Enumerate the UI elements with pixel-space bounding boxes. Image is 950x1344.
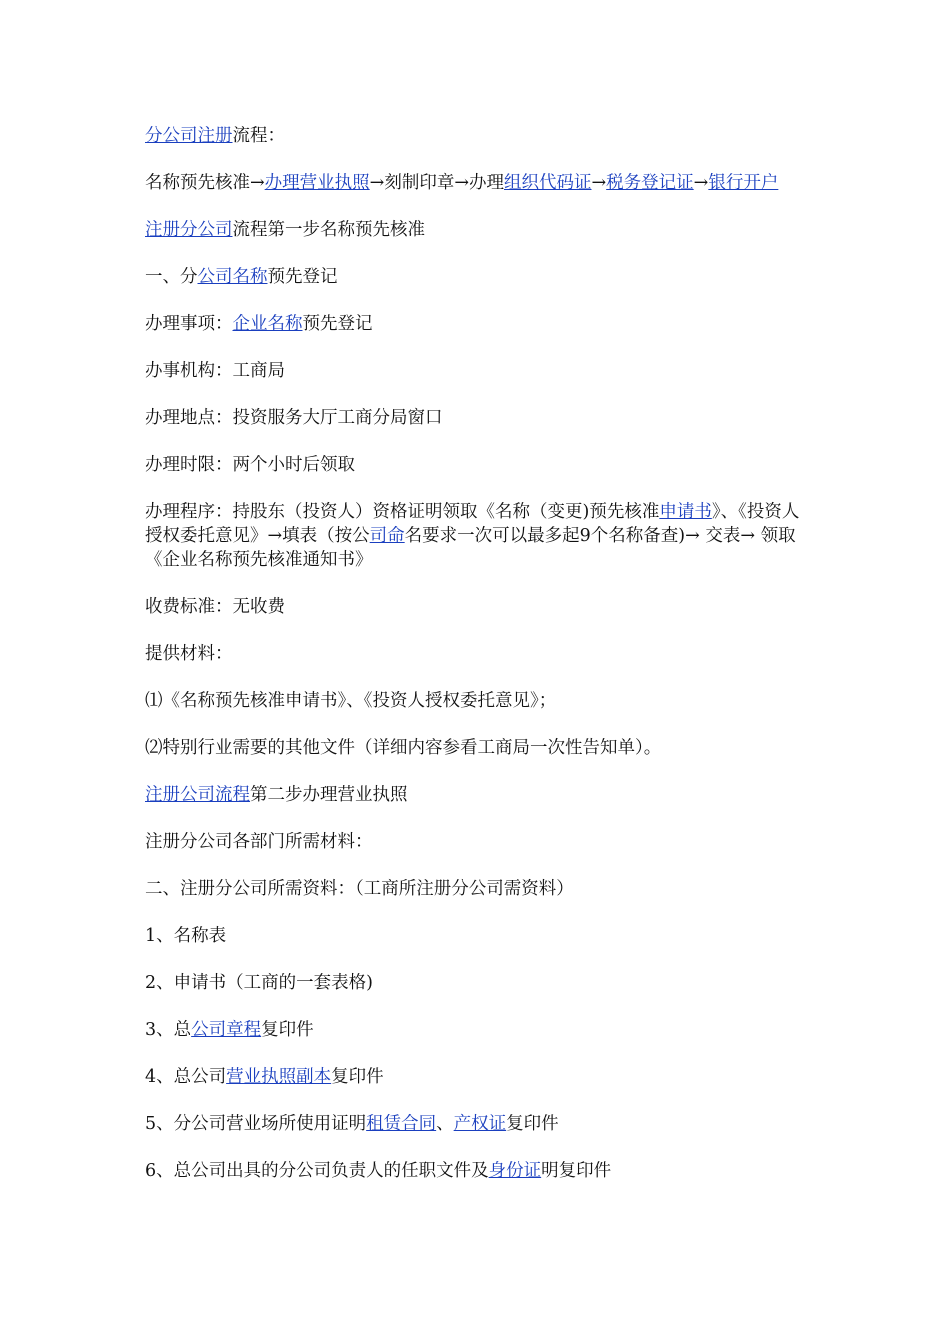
hyperlink[interactable]: 银行开户: [708, 173, 779, 193]
hyperlink[interactable]: 组织代码证: [504, 173, 592, 193]
text-run: 、: [436, 1114, 454, 1134]
paragraph: [145, 500, 805, 572]
hyperlink[interactable]: 企业名称: [232, 314, 303, 334]
text-run: 一、分: [145, 267, 198, 287]
text-run: 名要求一次可以最多起9个名称备查)→ 交表→ 领取《企业名称预先核准通知书》: [145, 526, 796, 570]
hyperlink[interactable]: 身份证: [488, 1161, 542, 1181]
text-run: →: [591, 173, 607, 193]
text-run: 流程第一步名称预先核准: [232, 220, 425, 240]
text-run: ⑵特别行业需要的其他文件（详细内容参看工商局一次性告知单）。: [145, 738, 662, 758]
paragraph: [145, 971, 805, 995]
paragraph: [145, 783, 805, 807]
hyperlink[interactable]: 公司名称: [197, 267, 268, 287]
paragraph: [145, 265, 805, 289]
paragraph: [145, 689, 805, 713]
text-run: 二、注册分公司所需资料：（工商所注册分公司需资料）: [145, 879, 574, 899]
hyperlink[interactable]: 注册分公司: [145, 220, 233, 240]
paragraph: [145, 1112, 805, 1136]
paragraph: [145, 595, 805, 619]
text-run: 复印件: [331, 1067, 384, 1087]
text-run: 4、总公司: [145, 1067, 227, 1087]
text-run: 预先登记: [302, 314, 373, 334]
paragraph: [145, 453, 805, 477]
text-run: 办理时限：两个小时后领取: [145, 455, 355, 475]
document-body: [145, 124, 805, 1206]
text-run: 复印件: [261, 1020, 314, 1040]
paragraph: [145, 1159, 805, 1183]
paragraph: [145, 924, 805, 948]
hyperlink[interactable]: 租赁合同: [366, 1114, 437, 1134]
hyperlink[interactable]: 申请书: [659, 502, 712, 522]
paragraph: [145, 830, 805, 854]
paragraph: [145, 171, 805, 195]
text-run: 2、申请书（工商的一套表格): [145, 973, 373, 993]
text-run: 复印件: [506, 1114, 559, 1134]
paragraph: [145, 124, 805, 148]
text-run: 流程：: [232, 126, 285, 146]
hyperlink[interactable]: 注册公司流程: [145, 785, 250, 805]
text-run: 办理事项：: [145, 314, 233, 334]
hyperlink[interactable]: 公司章程: [191, 1020, 262, 1040]
paragraph: [145, 359, 805, 383]
hyperlink[interactable]: 办理营业执照: [264, 173, 370, 193]
hyperlink[interactable]: 产权证: [453, 1114, 507, 1134]
hyperlink[interactable]: 司命: [369, 526, 405, 546]
paragraph: [145, 406, 805, 430]
text-run: 注册分公司各部门所需材料：: [145, 832, 373, 852]
paragraph: [145, 642, 805, 666]
text-run: 明复印件: [541, 1161, 612, 1181]
text-run: →: [693, 173, 709, 193]
paragraph: [145, 1065, 805, 1089]
text-run: 5、分公司营业场所使用证明: [145, 1114, 367, 1134]
text-run: →刻制印章→办理: [369, 173, 504, 193]
text-run: 第二步办理营业执照: [250, 785, 408, 805]
text-run: 收费标准：无收费: [145, 597, 285, 617]
hyperlink[interactable]: 营业执照副本: [226, 1067, 332, 1087]
text-run: 》、《投资人授权委托意见》→填表（按公: [145, 502, 800, 546]
paragraph: [145, 312, 805, 336]
text-run: 3、总: [145, 1020, 192, 1040]
hyperlink[interactable]: 分公司注册: [145, 126, 233, 146]
text-run: 办事机构：工商局: [145, 361, 285, 381]
text-run: 办理地点：投资服务大厅工商分局窗口: [145, 408, 443, 428]
text-run: 名称预先核准→: [145, 173, 265, 193]
paragraph: [145, 1018, 805, 1042]
paragraph: [145, 736, 805, 760]
text-run: 1、名称表: [145, 926, 227, 946]
text-run: 办理程序：持股东（投资人）资格证明领取《名称（变更)预先核准: [145, 502, 660, 522]
text-run: ⑴《名称预先核准申请书》、《投资人授权委托意见》；: [145, 691, 557, 711]
paragraph: [145, 877, 805, 901]
paragraph: [145, 218, 805, 242]
text-run: 预先登记: [267, 267, 338, 287]
text-run: 6、总公司出具的分公司负责人的任职文件及: [145, 1161, 489, 1181]
hyperlink[interactable]: 税务登记证: [606, 173, 694, 193]
text-run: 提供材料：: [145, 644, 233, 664]
